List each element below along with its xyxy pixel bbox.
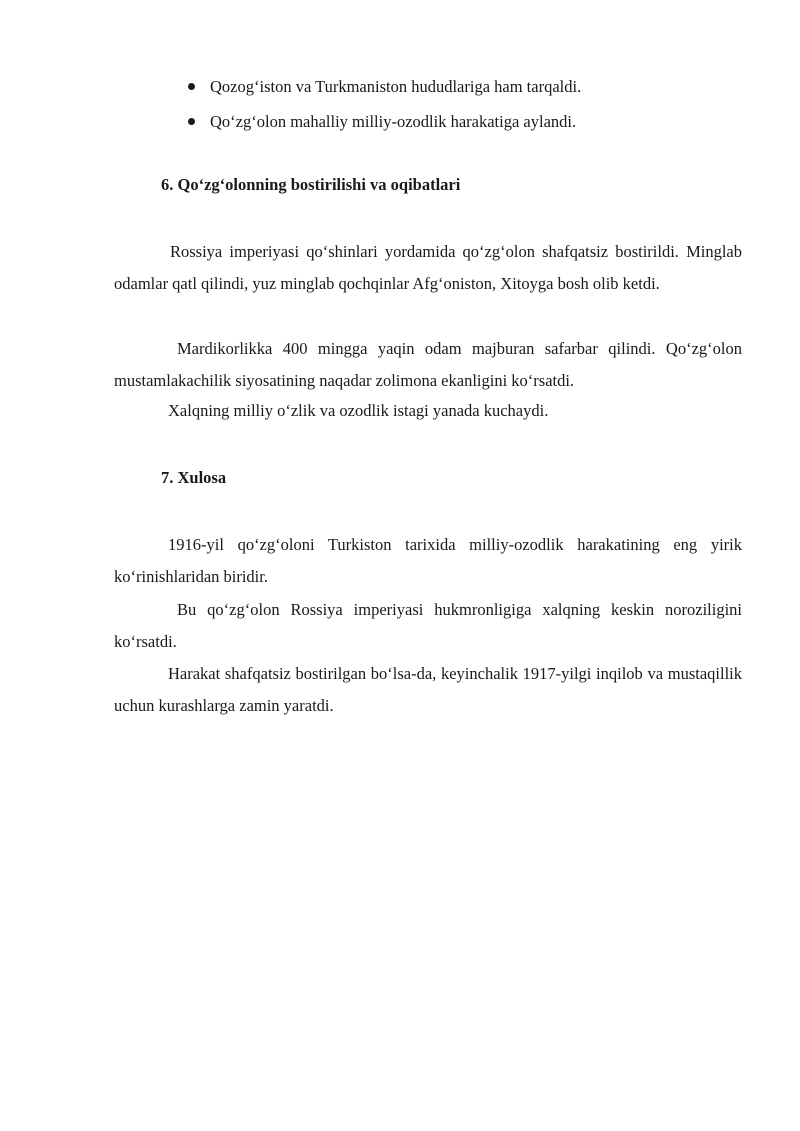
section-7-paragraph-1: 1916-yil qo‘zg‘oloni Turkiston tarixida milliy-ozodlik harakatining eng yirik ko‘rinishlaridan biridir. (114, 535, 742, 586)
list-item-text: Qozog‘iston va Turkmaniston hududlariga ham tarqaldi. (210, 77, 582, 96)
bullet-icon (188, 83, 195, 90)
list-item-text: Qo‘zg‘olon mahalliy milliy-ozodlik harakatiga aylandi. (210, 112, 577, 131)
section-6-paragraph-1: Rossiya imperiyasi qo‘shinlari yordamida qo‘zg‘olon shafqatsiz bostirildi. Minglab odamlar qatl qilindi, yuz minglab qochqinlar Afg‘oniston, Xitoyga bosh olib ketdi. (114, 242, 742, 293)
section-6-paragraph-2: Mardikorlikka 400 mingga yaqin odam majburan safarbar qilindi. Qo‘zg‘olon mustamlakachilik siyosatining naqadar zolimona ekanligini ko‘rsatdi. (114, 339, 742, 390)
list-item (188, 76, 581, 111)
section-6-heading: 6. Qo‘zg‘olonning bostirilishi va oqibatlari (161, 175, 461, 194)
bullet-icon (188, 118, 195, 125)
list-item (188, 111, 581, 146)
section-7-paragraph-3: Harakat shafqatsiz bostirilgan bo‘lsa-da, keyinchalik 1917-yilgi inqilob va mustaqillik uchun kurashlarga zamin yaratdi. (114, 664, 742, 715)
section-6-paragraph-3: Xalqning milliy o‘zlik va ozodlik istagi yanada kuchaydi. (168, 401, 549, 420)
section-7-paragraph-2: Bu qo‘zg‘olon Rossiya imperiyasi hukmronligiga xalqning keskin noroziligini ko‘rsatdi. (114, 600, 742, 651)
bullet-list (188, 76, 581, 146)
section-7-heading: 7. Xulosa (161, 468, 227, 487)
